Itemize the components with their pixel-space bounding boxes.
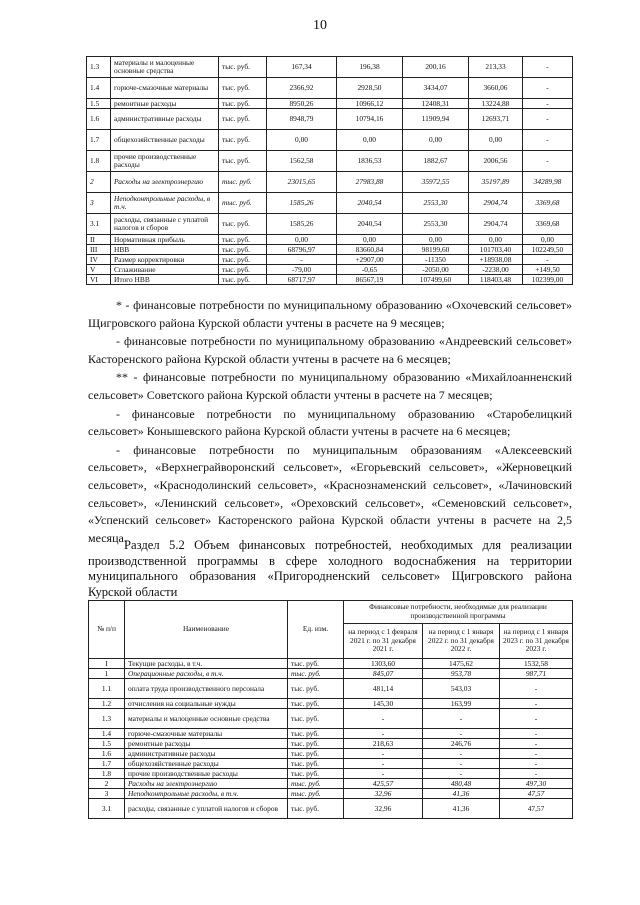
table-row (89, 779, 573, 789)
note-paragraph: - финансовые потребности по муниципальному образованию «Старобелицкий сельсовет» Конышевского района Курской области учтены в расчете на 6 месяцев; (88, 406, 572, 439)
row-value: 107499,60 (403, 275, 469, 285)
row-unit: тыс. руб. (219, 275, 267, 285)
row-number: 3 (87, 193, 111, 214)
table-row (87, 99, 573, 109)
row-value: 0,00 (337, 235, 403, 245)
table-row (87, 130, 573, 151)
row-value: 2006,56 (469, 151, 523, 172)
note-paragraph: ** - финансовые потребности по муниципальному образованию «Михайлоанненский сельсовет» Советского района Курской области учтены в расчете на 7 месяцев; (88, 370, 572, 402)
table-row (89, 699, 573, 709)
row-value: 0,00 (337, 130, 403, 151)
row-number: 1.7 (87, 130, 111, 151)
table-row (87, 78, 573, 99)
row-value: -2238,00 (469, 265, 523, 275)
row-value: 32,96 (344, 789, 423, 799)
row-value: 200,16 (403, 57, 469, 78)
row-unit: тыс. руб. (288, 759, 344, 769)
row-value: 246,76 (423, 739, 500, 749)
table-row (89, 769, 573, 779)
row-unit: тыс. руб. (288, 679, 344, 699)
row-value: 1836,53 (337, 151, 403, 172)
row-unit: тыс. руб. (288, 739, 344, 749)
row-unit: тыс. руб. (219, 151, 267, 172)
row-number: II (87, 235, 111, 245)
row-number: 1.3 (89, 709, 125, 729)
row-value: 167,34 (267, 57, 337, 78)
section-title: Раздел 5.2 Объем финансовых потребностей, необходимых для реализации производственной программы в сфере холодного водоснабжения на территории муниципального образования «Пригородненский сельсовет» Щигровского района Курской области (88, 538, 572, 599)
table-row (89, 679, 573, 699)
table-row (87, 245, 573, 255)
row-value: 163,99 (423, 699, 500, 709)
row-value: - (500, 699, 573, 709)
row-name: оплата труда производственного персонала (125, 679, 288, 699)
row-name: административные расходы (111, 109, 219, 130)
row-value: - (344, 749, 423, 759)
table-row (89, 789, 573, 799)
row-value: 2553,30 (403, 214, 469, 235)
row-number: 2 (87, 172, 111, 193)
row-value: +149,50 (523, 265, 573, 275)
header-num: № п/п (89, 601, 125, 659)
row-number: 1.8 (87, 151, 111, 172)
table-row (89, 709, 573, 729)
row-value: 35197,89 (469, 172, 523, 193)
row-number: 1.4 (87, 78, 111, 99)
row-unit: тыс. руб. (219, 99, 267, 109)
row-number: I (89, 659, 125, 669)
row-value: 2904,74 (469, 193, 523, 214)
row-value: 425,57 (344, 779, 423, 789)
row-value: 2366,92 (267, 78, 337, 99)
row-number: 1.5 (87, 99, 111, 109)
row-unit: тыс. руб. (288, 729, 344, 739)
row-value: - (523, 130, 573, 151)
row-number: 1.7 (89, 759, 125, 769)
row-value: 1562,58 (267, 151, 337, 172)
row-value: 2040,54 (337, 193, 403, 214)
table-row (89, 659, 573, 669)
row-number: III (87, 245, 111, 255)
row-value: 27983,88 (337, 172, 403, 193)
table-row (87, 235, 573, 245)
row-value: - (500, 679, 573, 699)
table-row (87, 57, 573, 78)
row-value: - (500, 739, 573, 749)
row-name: Нормативная прибыль (111, 235, 219, 245)
row-unit: тыс. руб. (288, 779, 344, 789)
row-value: 101703,40 (469, 245, 523, 255)
row-value: 480,48 (423, 779, 500, 789)
row-value: 12408,31 (403, 99, 469, 109)
header-unit: Ед. изм. (288, 601, 344, 659)
row-unit: тыс. руб. (288, 789, 344, 799)
row-name: общехозяйственные расходы (125, 759, 288, 769)
row-unit: тыс. руб. (219, 214, 267, 235)
table-row (89, 729, 573, 739)
row-value: 23015,65 (267, 172, 337, 193)
row-value: - (423, 759, 500, 769)
row-value: 213,33 (469, 57, 523, 78)
row-value: 953,78 (423, 669, 500, 679)
row-unit: тыс. руб. (288, 769, 344, 779)
row-name: горюче-смазочные материалы (111, 78, 219, 99)
row-value: -0,65 (337, 265, 403, 275)
row-value: 497,30 (500, 779, 573, 789)
row-number: 1.3 (87, 57, 111, 78)
row-value: +2907,00 (337, 255, 403, 265)
row-name: Операционные расходы, в т.ч. (125, 669, 288, 679)
row-value: 2928,50 (337, 78, 403, 99)
row-unit: тыс. руб. (219, 130, 267, 151)
row-value: 41,36 (423, 799, 500, 819)
table-row (89, 739, 573, 749)
row-unit: тыс. руб. (288, 799, 344, 819)
row-value: 10794,16 (337, 109, 403, 130)
row-name: расходы, связанные с уплатой налогов и сборов (111, 214, 219, 235)
row-value: 845,07 (344, 669, 423, 679)
row-value: 68796,97 (267, 245, 337, 255)
row-number: 1.6 (89, 749, 125, 759)
row-value: 118403,48 (469, 275, 523, 285)
row-value: +18938,08 (469, 255, 523, 265)
row-number: V (87, 265, 111, 275)
row-value: - (523, 255, 573, 265)
table-row (89, 759, 573, 769)
row-unit: тыс. руб. (219, 78, 267, 99)
row-value: 86567,19 (337, 275, 403, 285)
row-value: 35972,55 (403, 172, 469, 193)
notes-block (88, 297, 572, 547)
row-name: административные расходы (125, 749, 288, 759)
row-name: ремонтные расходы (125, 739, 288, 749)
row-value: - (344, 759, 423, 769)
row-value: - (523, 78, 573, 99)
row-number: 3 (89, 789, 125, 799)
row-unit: тыс. руб. (219, 245, 267, 255)
header-name: Наименование (125, 601, 288, 659)
row-value: 3660,06 (469, 78, 523, 99)
row-value: - (423, 749, 500, 759)
row-value: 68717,97 (267, 275, 337, 285)
row-value: 0,00 (523, 235, 573, 245)
row-value: 32,96 (344, 799, 423, 819)
row-value: - (500, 729, 573, 739)
row-value: -11350 (403, 255, 469, 265)
row-value: 196,38 (337, 57, 403, 78)
row-value: - (523, 109, 573, 130)
row-number: VI (87, 275, 111, 285)
row-name: прочие производственные расходы (125, 769, 288, 779)
row-number: 1.2 (89, 699, 125, 709)
row-name: Текущие расходы, в т.ч. (125, 659, 288, 669)
table-row (87, 193, 573, 214)
row-value: - (344, 769, 423, 779)
row-value: 1303,60 (344, 659, 423, 669)
row-value: 0,00 (469, 130, 523, 151)
row-value: - (423, 729, 500, 739)
row-unit: тыс. руб. (219, 193, 267, 214)
row-number: IV (87, 255, 111, 265)
row-value: - (500, 709, 573, 729)
table-row (89, 749, 573, 759)
row-value: 3369,68 (523, 214, 573, 235)
row-value: 3369,68 (523, 193, 573, 214)
section-heading (88, 538, 572, 600)
row-value: 8950,26 (267, 99, 337, 109)
row-name: общехозяйственные расходы (111, 130, 219, 151)
row-value: 11909,94 (403, 109, 469, 130)
row-number: 2 (89, 779, 125, 789)
row-value: 10966,12 (337, 99, 403, 109)
row-value: - (500, 759, 573, 769)
row-number: 1 (89, 669, 125, 679)
row-value: 145,30 (344, 699, 423, 709)
table-row (87, 265, 573, 275)
row-name: Расходы на электроэнергию (125, 779, 288, 789)
row-name: Итого НВВ (111, 275, 219, 285)
row-value: 1585,26 (267, 214, 337, 235)
row-unit: тыс. руб. (288, 669, 344, 679)
row-value: 0,00 (267, 130, 337, 151)
row-value: 102399,00 (523, 275, 573, 285)
row-name: НВВ (111, 245, 219, 255)
row-value: - (500, 769, 573, 779)
table-row (87, 275, 573, 285)
row-value: 47,57 (500, 789, 573, 799)
row-value: - (500, 749, 573, 759)
row-value: 47,57 (500, 799, 573, 819)
row-number: 1.1 (89, 679, 125, 699)
note-paragraph: - финансовые потребности по муниципальным образованиям «Алексеевский сельсовет», «Верхнеграйворонский сельсовет», «Егорьевский сельсовет», «Жерновецкий сельсовет», «Краснодолинский сельсовет», «Краснознаменский сельсовет», «Лачиновский сельсовет», «Ленинский сельсовет», «Ореховский сельсовет», «Семеновский сельсовет», «Успенский сельсовет» Касторенского района Курской области учтены в расчете на 2,5 месяца. (88, 442, 572, 545)
row-value: -79,00 (267, 265, 337, 275)
note-paragraph: * - финансовые потребности по муниципальному образованию «Охочевский сельсовет» Щигровского района Курской области учтены в расчете на 9 месяцев; (88, 298, 572, 330)
row-unit: тыс. руб. (219, 255, 267, 265)
row-unit: тыс. руб. (288, 709, 344, 729)
row-value: 1882,67 (403, 151, 469, 172)
row-value: - (423, 769, 500, 779)
row-value: 1585,26 (267, 193, 337, 214)
pridorodnensky-financial-needs-table (88, 600, 573, 819)
row-value: -2050,00 (403, 265, 469, 275)
row-value: - (344, 729, 423, 739)
row-value: 98199,60 (403, 245, 469, 255)
row-unit: тыс. руб. (219, 235, 267, 245)
row-value: 13224,88 (469, 99, 523, 109)
row-name: Сглаживание (111, 265, 219, 275)
row-name: материалы и малоценные основные средства (125, 709, 288, 729)
row-number: 1.4 (89, 729, 125, 739)
header-period-2022: на период с 1 января 2022 г. по 31 декабря 2022 г. (423, 624, 500, 659)
row-name: Неподконтрольные расходы, в т.ч. (111, 193, 219, 214)
row-unit: тыс. руб. (288, 699, 344, 709)
row-name: ремонтные расходы (111, 99, 219, 109)
table-row (89, 669, 573, 679)
row-name: прочие производственные расходы (111, 151, 219, 172)
row-value: - (523, 99, 573, 109)
table-row (87, 255, 573, 265)
row-value: 3434,07 (403, 78, 469, 99)
row-value: 8948,79 (267, 109, 337, 130)
row-name: Неподконтрольные расходы, в т.ч. (125, 789, 288, 799)
row-number: 1.8 (89, 769, 125, 779)
header-group: Финансовые потребности, необходимые для реализации производственной программы (344, 601, 573, 624)
row-unit: тыс. руб. (219, 172, 267, 193)
row-value: 0,00 (403, 130, 469, 151)
row-number: 1.5 (89, 739, 125, 749)
row-number: 1.6 (87, 109, 111, 130)
row-value: 2904,74 (469, 214, 523, 235)
row-value: 481,14 (344, 679, 423, 699)
table-row (87, 214, 573, 235)
financial-needs-table-continued (86, 56, 573, 285)
row-value: 218,63 (344, 739, 423, 749)
row-number: 3.1 (89, 799, 125, 819)
table-row (89, 799, 573, 819)
row-value: 1532,58 (500, 659, 573, 669)
row-value: 2553,30 (403, 193, 469, 214)
row-value: 987,71 (500, 669, 573, 679)
row-value: - (267, 255, 337, 265)
header-period-2023: на период с 1 января 2023 г. по 31 декабря 2023 г. (500, 624, 573, 659)
row-value: 41,36 (423, 789, 500, 799)
table-row (87, 151, 573, 172)
row-value: 12693,71 (469, 109, 523, 130)
row-value: - (423, 709, 500, 729)
row-value: 102249,50 (523, 245, 573, 255)
row-value: 543,03 (423, 679, 500, 699)
row-number: 3.1 (87, 214, 111, 235)
row-value: 0,00 (403, 235, 469, 245)
page-number: 10 (313, 18, 327, 33)
row-unit: тыс. руб. (219, 109, 267, 130)
row-value: 83660,84 (337, 245, 403, 255)
note-paragraph: - финансовые потребности по муниципальному образованию «Андреевский сельсовет» Касторенского района Курской области учтены в расчете на 6 месяцев; (88, 334, 572, 366)
table-row (87, 172, 573, 193)
row-name: горюче-смазочные материалы (125, 729, 288, 739)
row-value: 34289,98 (523, 172, 573, 193)
row-value: - (523, 57, 573, 78)
row-value: - (344, 709, 423, 729)
row-name: Расходы на электроэнергию (111, 172, 219, 193)
row-value: 1475,62 (423, 659, 500, 669)
row-name: отчисления на социальные нужды (125, 699, 288, 709)
row-unit: тыс. руб. (288, 659, 344, 669)
row-value: 0,00 (469, 235, 523, 245)
header-period-2021: на период с 1 февраля 2021 г. по 31 декабря 2021 г. (344, 624, 423, 659)
row-unit: тыс. руб. (288, 749, 344, 759)
row-value: 2040,54 (337, 214, 403, 235)
row-name: расходы, связанные с уплатой налогов и сборов (125, 799, 288, 819)
row-value: - (523, 151, 573, 172)
row-name: материалы и малоценные основные средства (111, 57, 219, 78)
row-value: 0,00 (267, 235, 337, 245)
table-row (87, 109, 573, 130)
row-unit: тыс. руб. (219, 57, 267, 78)
row-unit: тыс. руб. (219, 265, 267, 275)
row-name: Размер корректировки (111, 255, 219, 265)
